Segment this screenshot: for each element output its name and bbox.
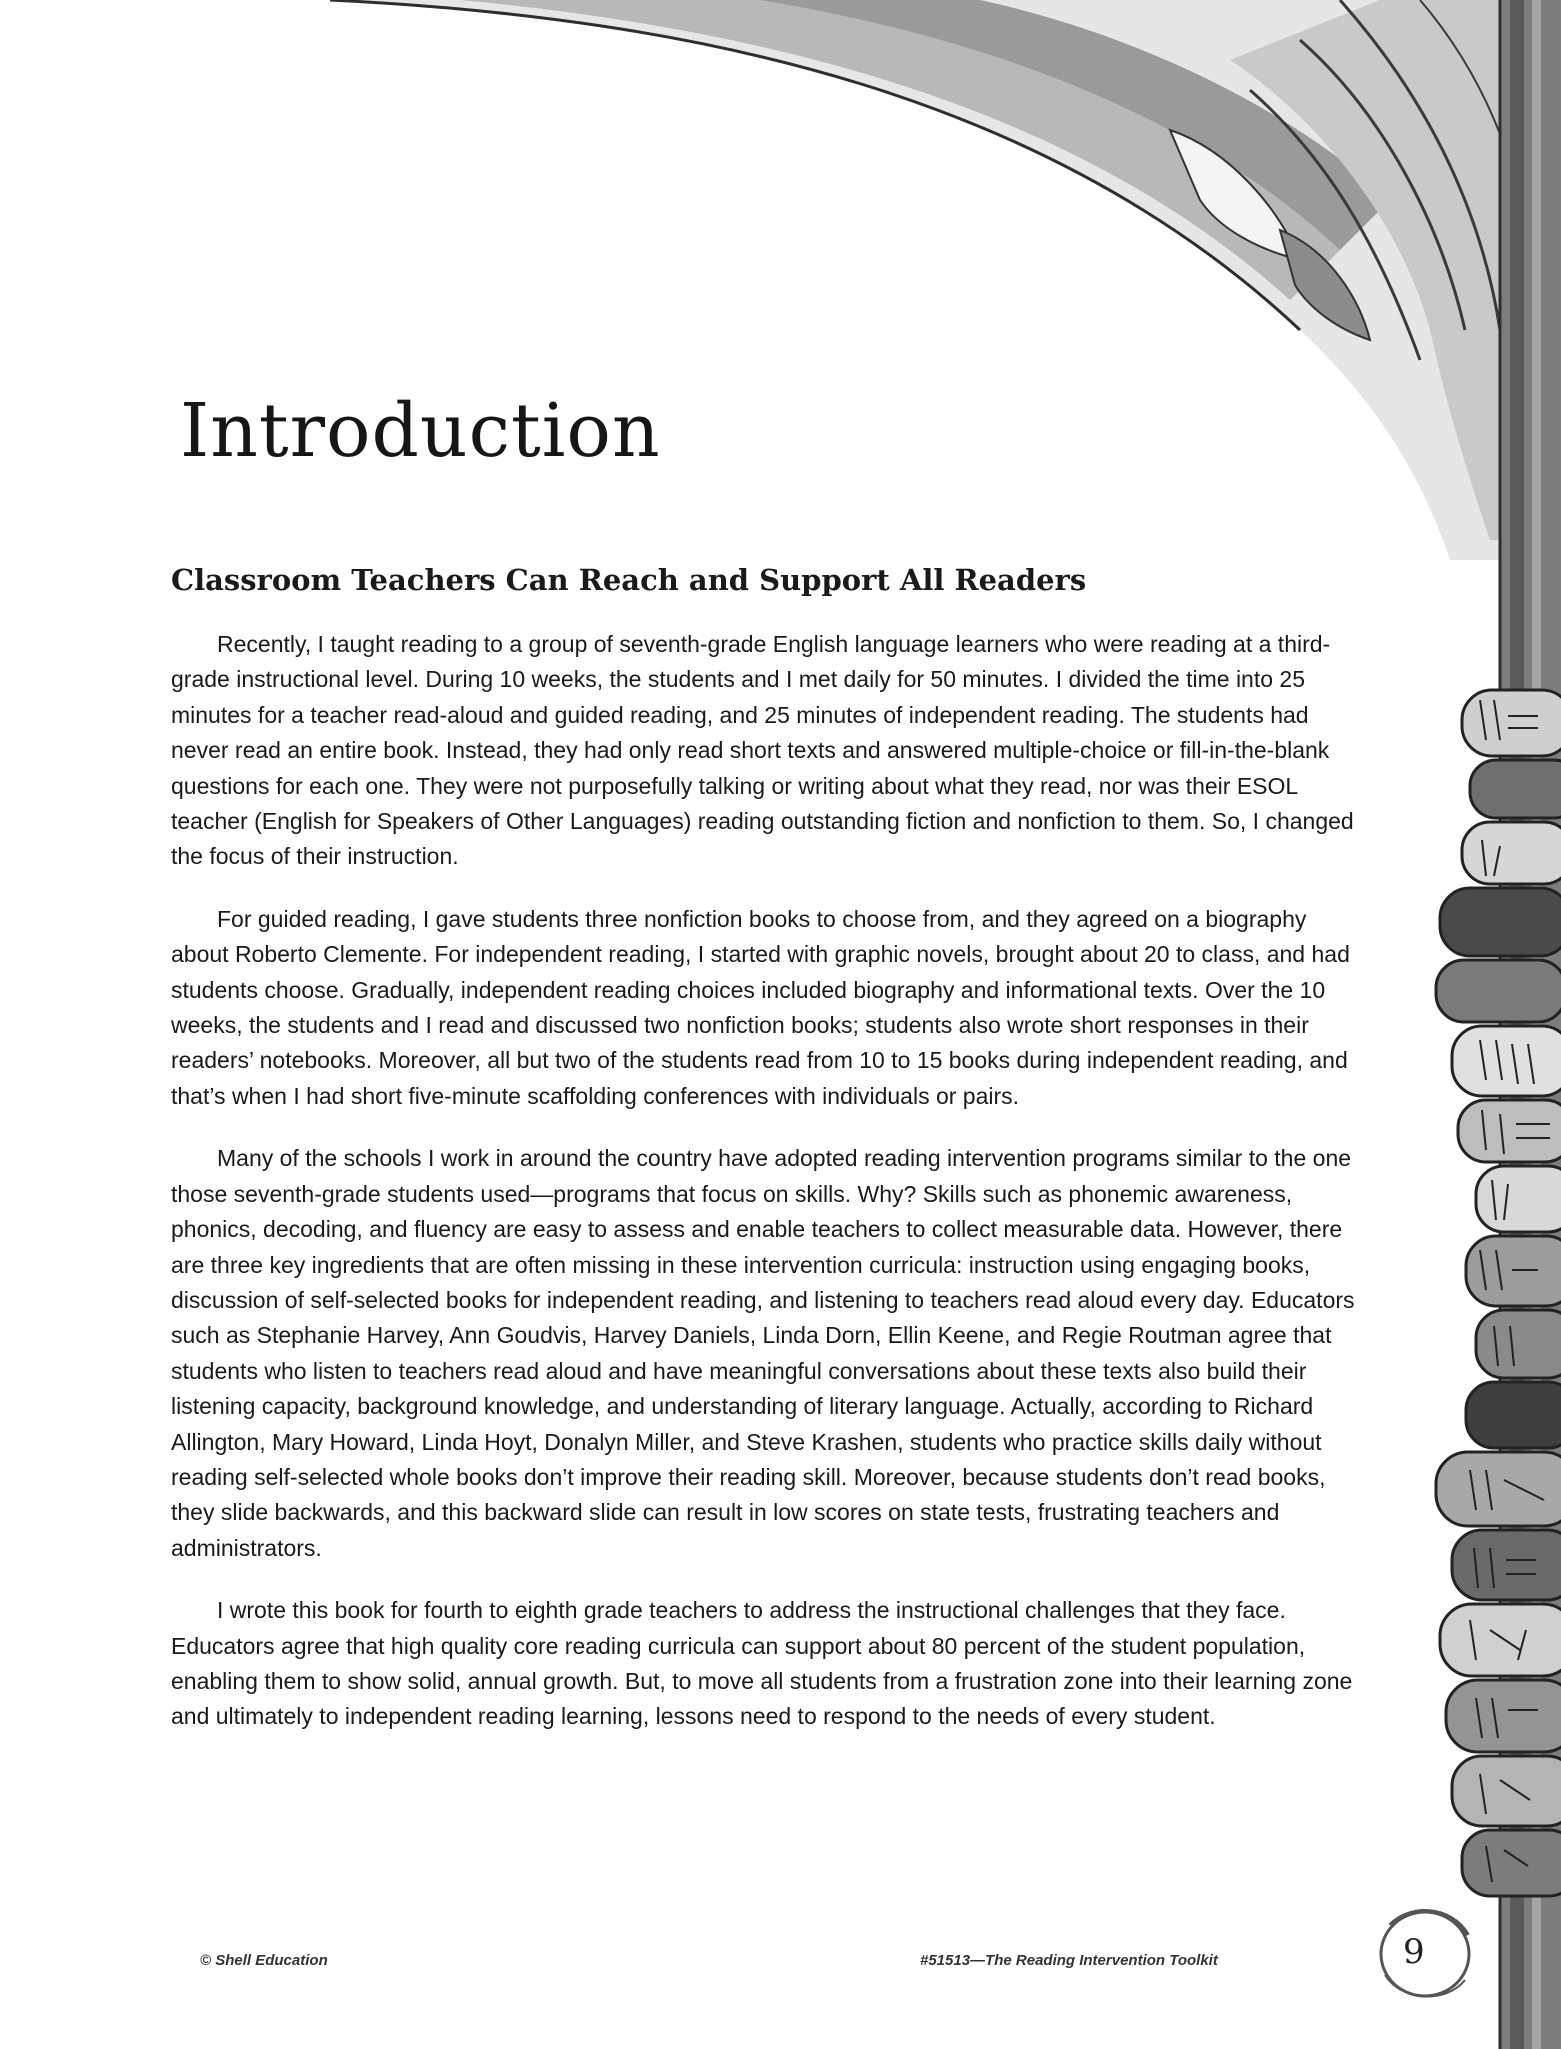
section-heading: Classroom Teachers Can Reach and Support All Readers <box>171 563 1087 597</box>
footer-publisher: © Shell Education <box>200 1952 328 1969</box>
book-stack-illustration <box>1436 690 1561 1896</box>
page-curl-illustration <box>330 0 1561 560</box>
body-text <box>171 627 1367 1762</box>
paragraph-3: Many of the schools I work in around the country have adopted reading intervention programs similar to the one those seventh-grade students used—programs that focus on skills. Why? Skills such as phonemic awareness, phonics, decoding, and fluency are easy to assess and enable teachers to collect measurable data. However, there are three key ingredients that are often missing in these intervention curricula: instruction using engaging books, discussion of self-selected books for independent reading, and listening to teachers read aloud every day. Educators such as Stephanie Harvey, Ann Goudvis, Harvey Daniels, Linda Dorn, Ellin Keene, and Regie Routman agree that students who listen to teachers read aloud and have meaningful conversations about these texts also build their listening capacity, background knowledge, and understanding of literary language. Actually, according to Richard Allington, Mary Howard, Linda Hoyt, Donalyn Miller, and Steve Krashen, students who practice skills daily without reading self-selected whole books don’t improve their reading skill. Moreover, because students don’t read books, they slide backwards, and this backward slide can result in low scores on state tests, frustrating teachers and administrators. <box>171 1145 1355 1561</box>
page-title: Introduction <box>180 388 661 474</box>
page-number-badge <box>1381 1911 1469 1996</box>
paragraph-4: I wrote this book for fourth to eighth grade teachers to address the instructional challenges that they face. Educators agree that high quality core reading curricula can support about 80 percent of the student population, enabling them to show solid, annual growth. But, to move all students from a frustration zone into their learning zone and ultimately to independent reading learning, lessons need to respond to the needs of every student. <box>171 1597 1353 1730</box>
paragraph-1: Recently, I taught reading to a group of seventh-grade English language learners who were reading at a third-grade instructional level. During 10 weeks, the students and I met daily for 50 minutes. I divided the time into 25 minutes for a teacher read-aloud and guided reading, and 25 minutes of independent reading. The students had never read an entire book. Instead, they had only read short texts and answered multiple-choice or fill-in-the-blank questions for each one. They were not purposefully talking or writing about what they read, nor was their ESOL teacher (English for Speakers of Other Languages) reading outstanding fiction and nonfiction to them. So, I changed the focus of their instruction. <box>171 631 1354 870</box>
page-number: 9 <box>1403 1932 1425 1972</box>
paragraph-2: For guided reading, I gave students three nonfiction books to choose from, and they agreed on a biography about Roberto Clemente. For independent reading, I started with graphic novels, brought about 20 to class, and had students choose. Gradually, independent reading choices included biography and informational texts. Over the 10 weeks, the students and I read and discussed two nonfiction books; students also wrote short responses in their readers’ notebooks. Moreover, all but two of the students read from 10 to 15 books during independent reading, and that’s when I had short five-minute scaffolding conferences with individuals or pairs. <box>171 905 1350 1109</box>
footer-book-title: #51513—The Reading Intervention Toolkit <box>920 1952 1218 1969</box>
